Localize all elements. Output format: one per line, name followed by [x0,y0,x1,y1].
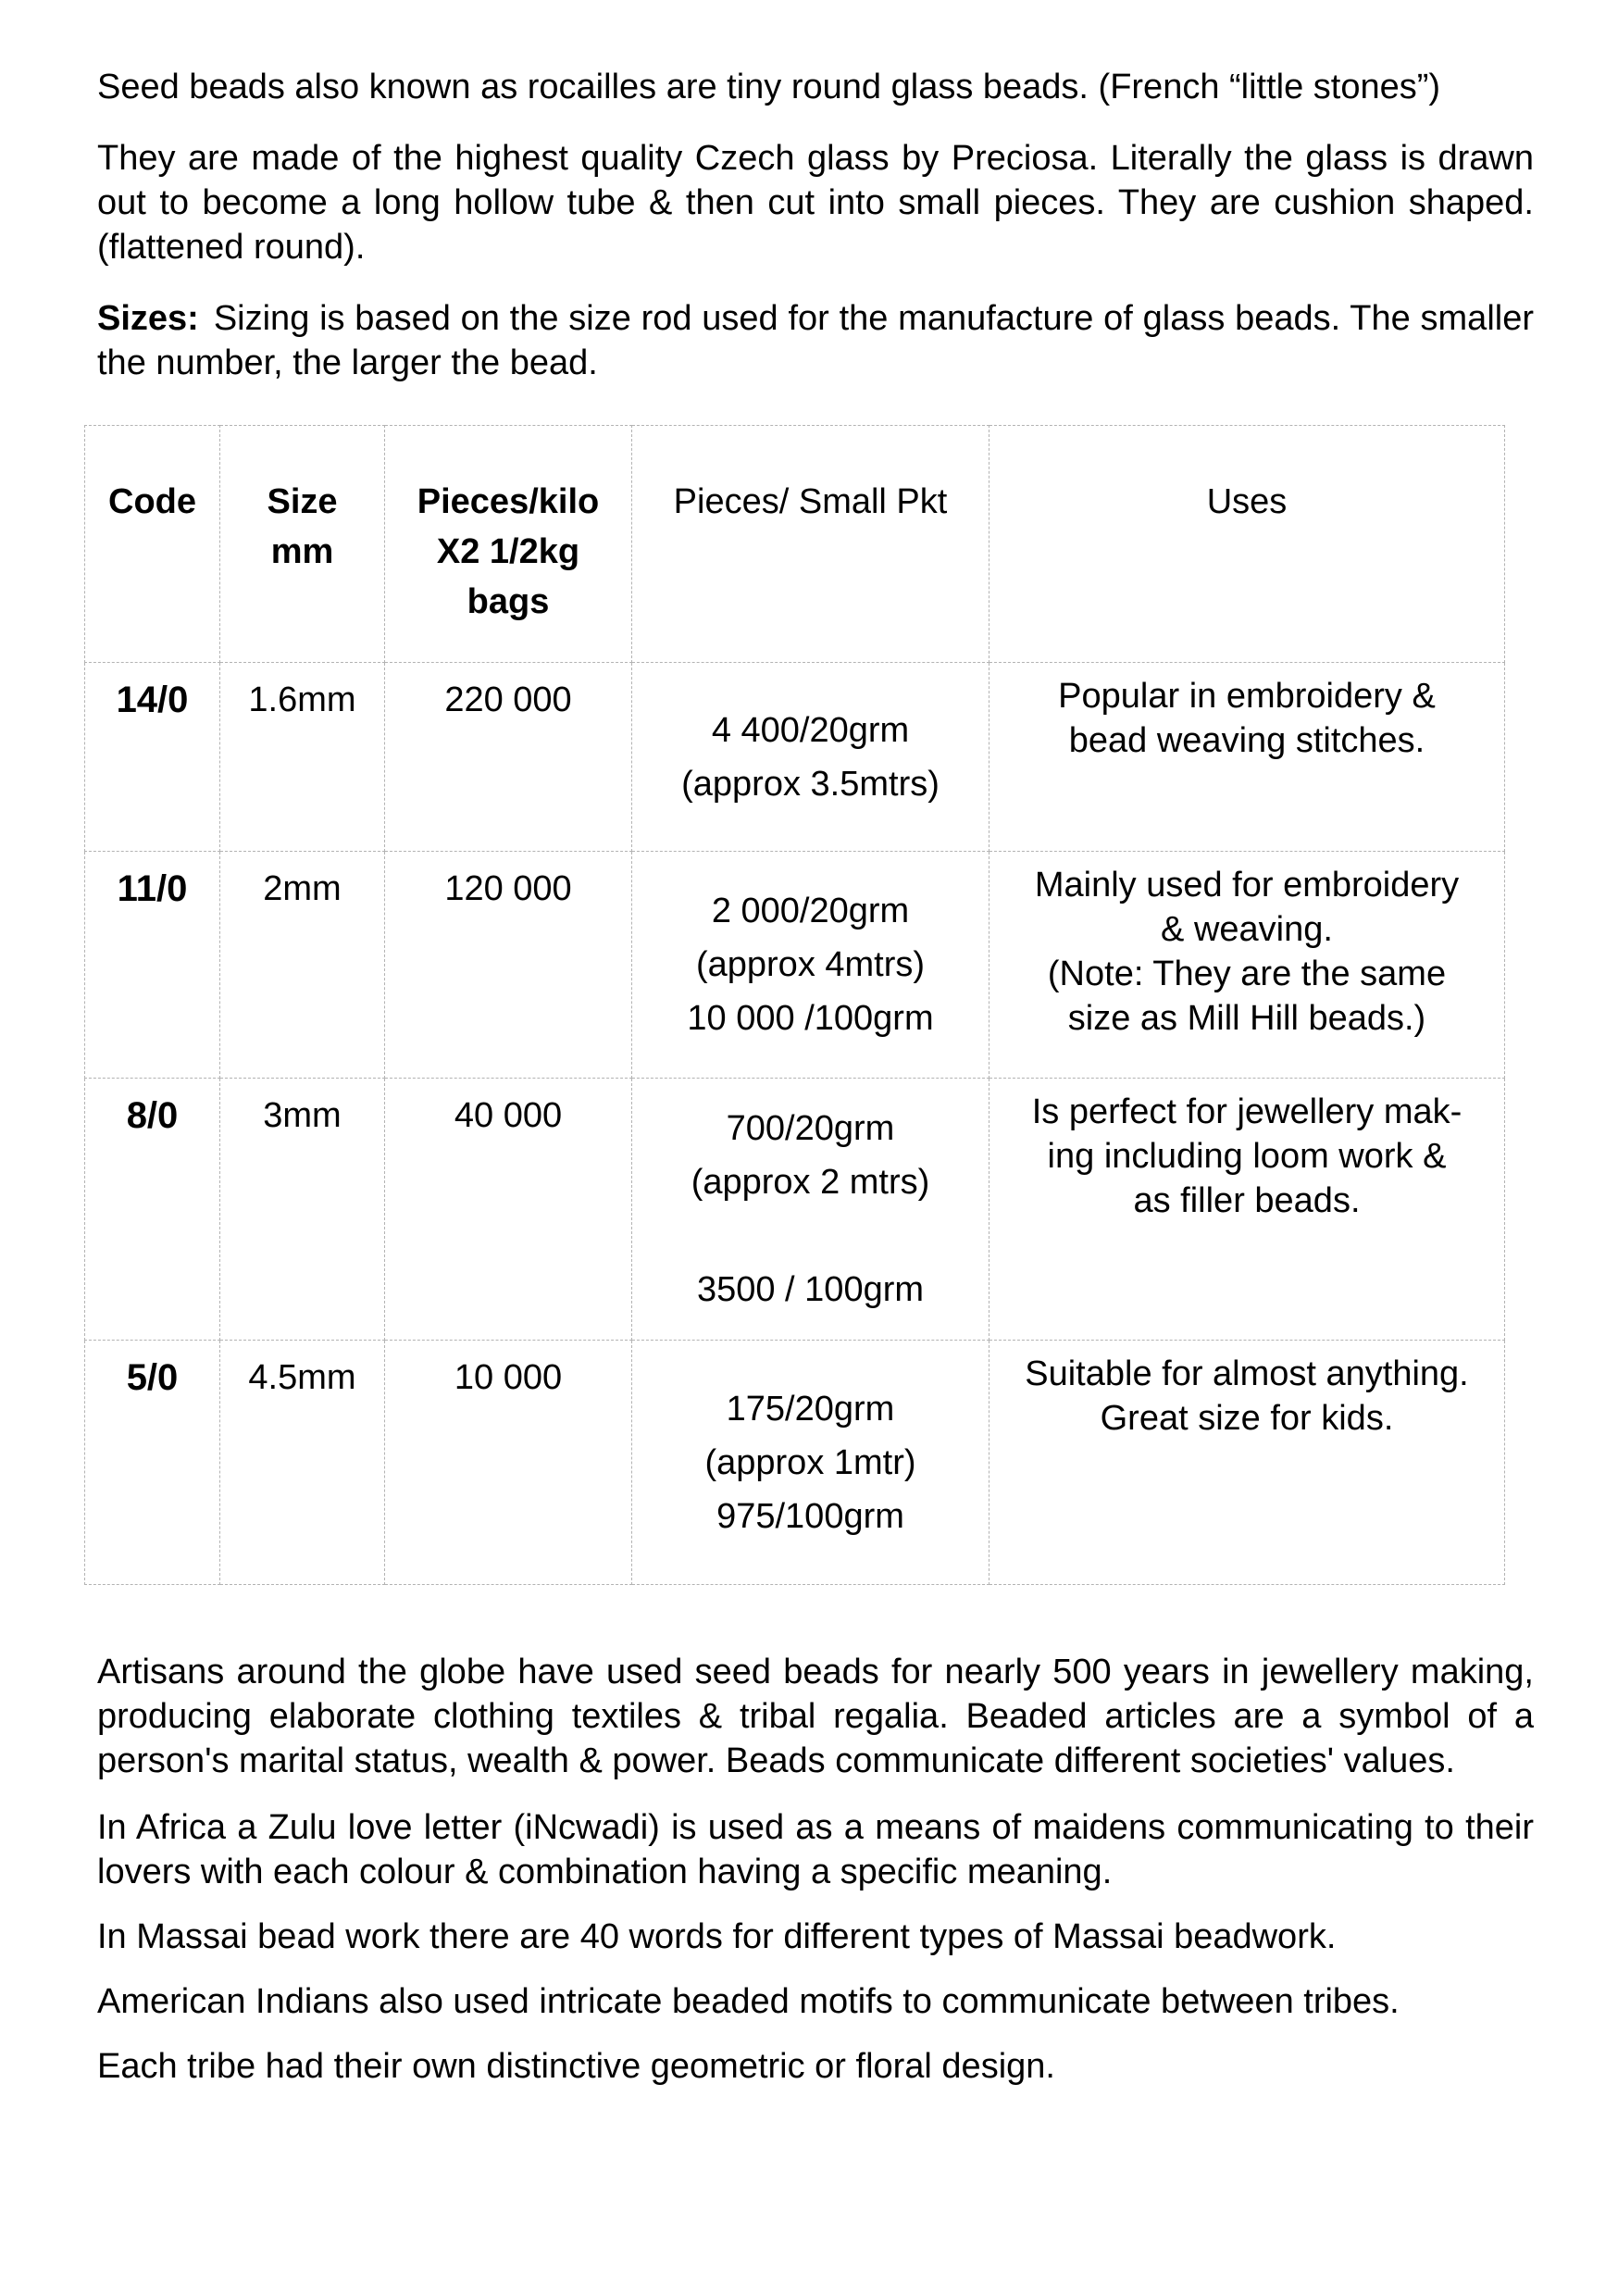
table-row [85,1341,1505,1585]
cell-code: 11/0 [85,852,220,1079]
cell-size-mm: 1.6mm [220,663,385,852]
header-cell-code: Code [85,426,220,663]
outro-paragraph-artisans: Artisans around the globe have used seed beads for nearly 500 years in jewellery making, producing elaborate clothing textiles & tribal regalia. Beaded articles are a symbol of a person's marital status, wealth & power. Beads communicate different societies' values. [97,1653,1534,1780]
cell-small-pkt: 2 000/20grm (approx 4mtrs) 10 000 /100grm [632,852,989,1079]
cell-uses: Mainly used for embroidery & weaving. (Note: They are the same size as Mill Hill beads.) [989,852,1505,1079]
outro-paragraph-zulu: In Africa a Zulu love letter (iNcwadi) is used as a means of maidens communicating to their lovers with each colour & combination having a specific meaning. [97,1808,1534,1891]
bead-size-table [84,425,1505,1585]
intro-paragraph-manufacture: They are made of the highest quality Czech glass by Preciosa. Literally the glass is drawn out to become a long hollow tube & then cut into small pieces. They are cushion shaped. (flattened round). [97,139,1534,267]
cell-code: 5/0 [85,1341,220,1585]
sizes-paragraph [97,296,1534,385]
outro-paragraph-massai: In Massai bead work there are 40 words for different types of Massai beadwork. [97,1917,1337,1956]
cell-size-mm: 3mm [220,1079,385,1341]
outro-paragraph-tribe-design: Each tribe had their own distinctive geometric or floral design. [97,2047,1055,2086]
header-cell-pieces-kilo: Pieces/kilo X2 1/2kg bags [385,426,632,663]
table-row [85,852,1505,1079]
table-header-row [85,426,1505,663]
cell-small-pkt: 4 400/20grm (approx 3.5mtrs) [632,663,989,852]
sizes-label: Sizes: [97,299,199,338]
header-cell-uses: Uses [989,426,1505,663]
header-cell-size-mm: Size mm [220,426,385,663]
intro-paragraph-seed-beads: Seed beads also known as rocailles are tiny round glass beads. (French “little stones”) [97,68,1441,106]
cell-pieces-kilo: 220 000 [385,663,632,852]
cell-code: 8/0 [85,1079,220,1341]
cell-pieces-kilo: 120 000 [385,852,632,1079]
sizes-text: Sizing is based on the size rod used for the manufacture of glass beads. The smaller the number, the larger the bead. [97,299,1534,382]
cell-code: 14/0 [85,663,220,852]
cell-small-pkt: 700/20grm (approx 2 mtrs) 3500 / 100grm [632,1079,989,1341]
outro-paragraph-american-indians: American Indians also used intricate beaded motifs to communicate between tribes. [97,1982,1400,2021]
table-row [85,1079,1505,1341]
cell-uses: Is perfect for jewellery mak- ing including loom work & as filler beads. [989,1079,1505,1341]
cell-uses: Popular in embroidery & bead weaving stitches. [989,663,1505,852]
cell-size-mm: 2mm [220,852,385,1079]
cell-size-mm: 4.5mm [220,1341,385,1585]
header-cell-small-pkt: Pieces/ Small Pkt [632,426,989,663]
cell-pieces-kilo: 10 000 [385,1341,632,1585]
cell-small-pkt: 175/20grm (approx 1mtr) 975/100grm [632,1341,989,1585]
table-row [85,663,1505,852]
cell-pieces-kilo: 40 000 [385,1079,632,1341]
cell-uses: Suitable for almost anything. Great size for kids. [989,1341,1505,1585]
